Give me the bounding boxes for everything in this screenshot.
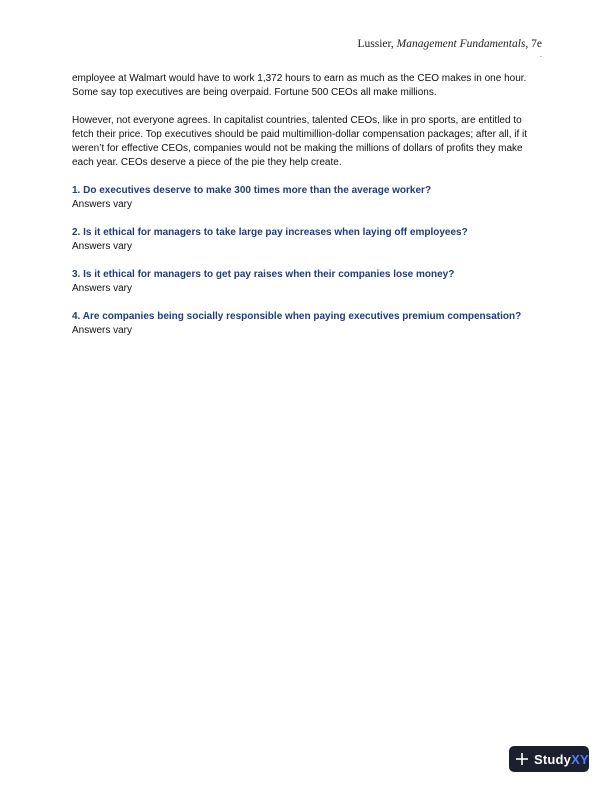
header-edition: 7e	[528, 38, 542, 50]
answer-1: Answers vary	[72, 199, 133, 210]
badge-brand-accent: XY	[571, 751, 589, 767]
badge-brand-main: Study	[534, 751, 572, 767]
answer-2: Answers vary	[72, 241, 133, 252]
question-2: 2. Is it ethical for managers to take large pay increases when laying off employees?	[72, 227, 468, 238]
question-4: 4. Are companies being socially responsible when paying executives premium compensation?	[72, 311, 522, 322]
studyxy-badge[interactable]	[509, 746, 589, 772]
badge-brand	[534, 752, 589, 767]
header-mark: .	[540, 50, 542, 59]
answer-4: Answers vary	[72, 325, 133, 336]
plus-icon	[515, 752, 529, 766]
running-header	[358, 38, 542, 50]
document-body	[72, 72, 542, 352]
header-author: Lussier,	[357, 38, 397, 50]
header-book-title: Management Fundamentals,	[396, 38, 529, 50]
paragraph: However, not everyone agrees. In capitalist countries, talented CEOs, like in pro sports, are entitled to fetch their price. Top executives should be paid multimillion-dollar compensation packages; after all, if it weren’t for effective CEOs, companies would not be making the millions of dollars of profits they make each year. CEOs deserve a piece of the pie they help create.	[72, 115, 528, 168]
question-3: 3. Is it ethical for managers to get pay raises when their companies lose money?	[72, 269, 455, 280]
question-1: 1. Do executives deserve to make 300 times more than the average worker?	[72, 185, 432, 196]
answer-3: Answers vary	[72, 283, 133, 294]
paragraph: employee at Walmart would have to work 1,372 hours to earn as much as the CEO makes in one hour. Some say top executives are being overpaid. Fortune 500 CEOs all make millions.	[72, 73, 527, 98]
